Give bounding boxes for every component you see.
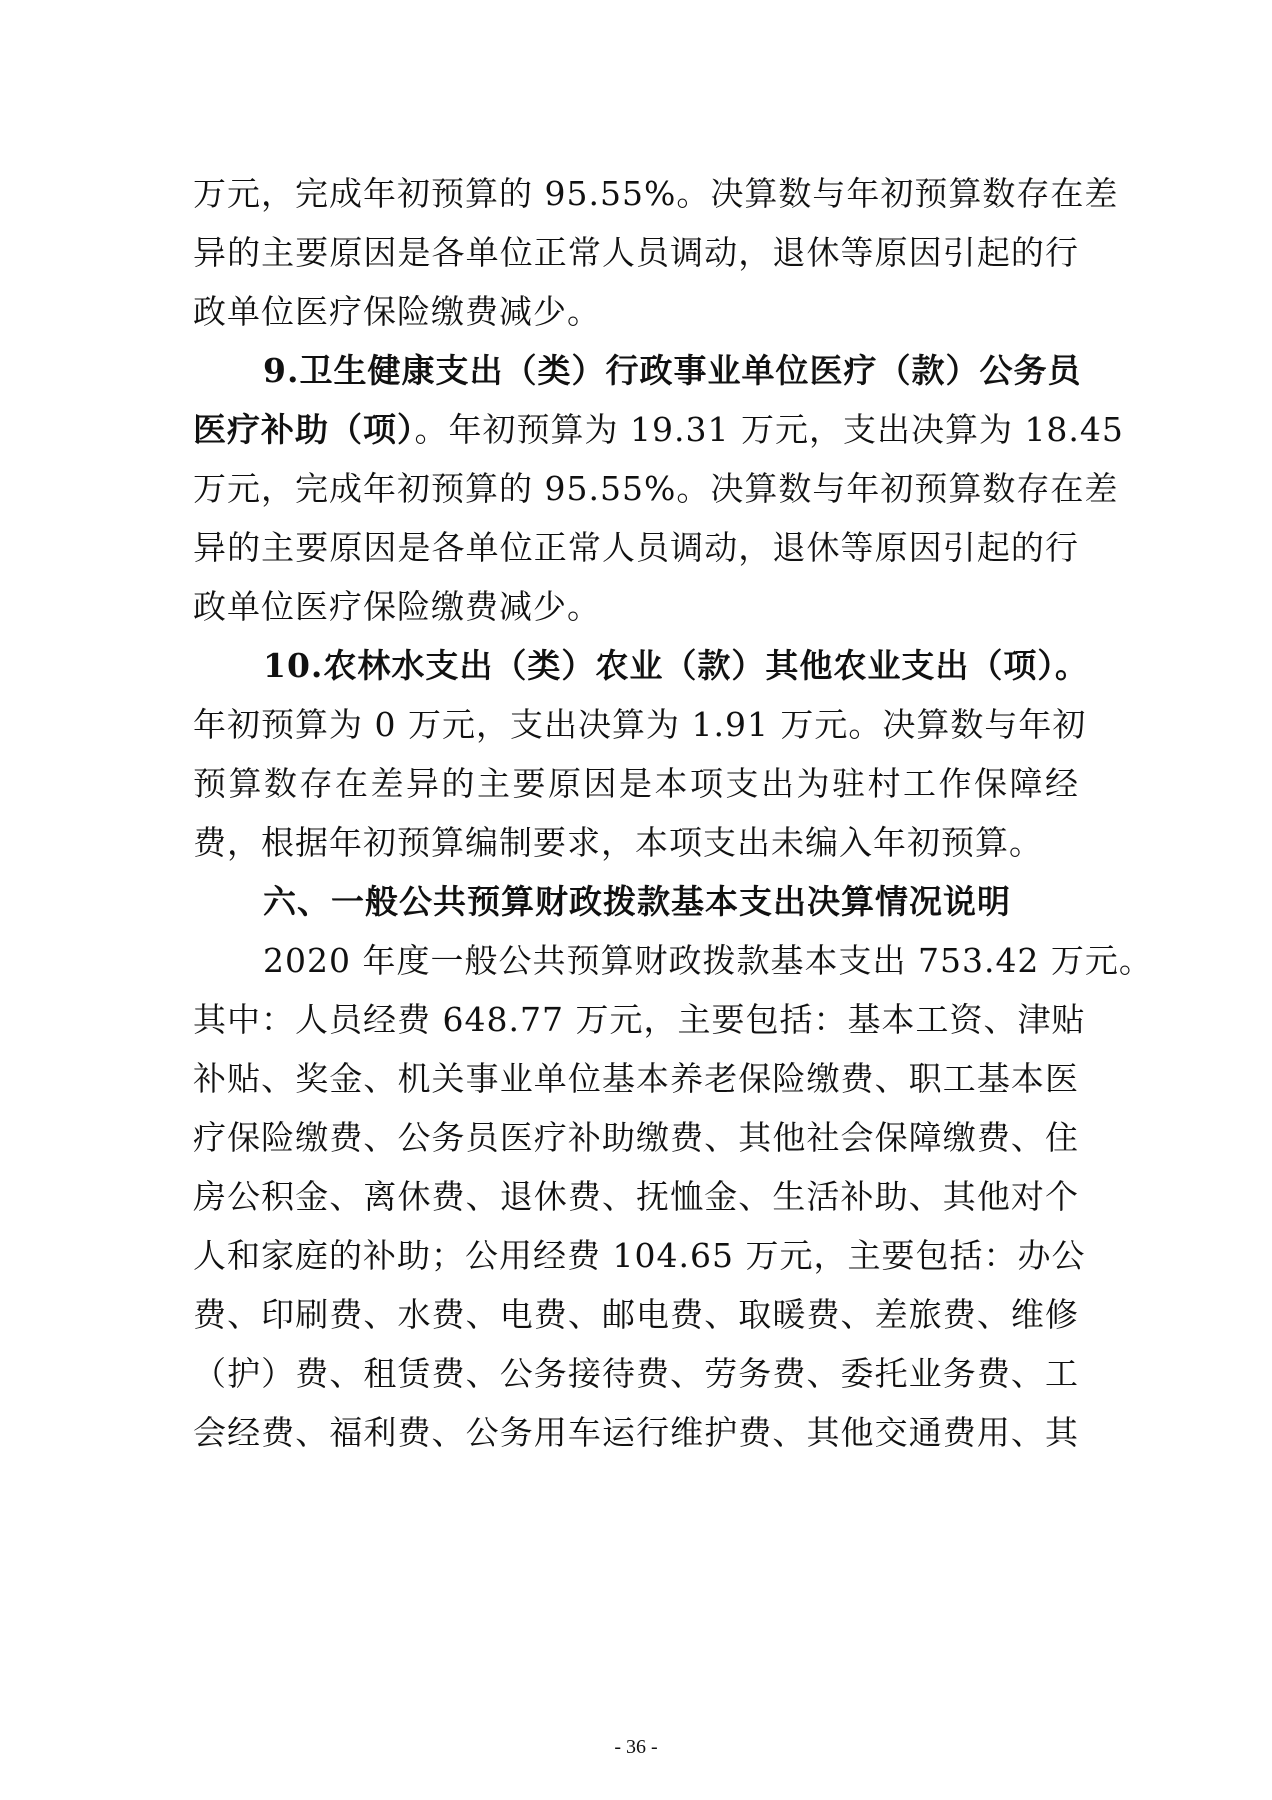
body-line: 万元，完成年初预算的 95.55%。决算数与年初预算数存在差	[193, 469, 1119, 508]
body-line: 万元，完成年初预算的 95.55%。决算数与年初预算数存在差	[193, 174, 1119, 213]
section-heading-10: 10.农林水支出（类）农业（款）其他农业支出（项）。	[263, 646, 1089, 685]
body-line: 2020 年度一般公共预算财政拨款基本支出 753.42 万元。	[263, 941, 1153, 980]
body-line: 预算数存在差异的主要原因是本项支出为驻村工作保障经	[193, 764, 1079, 803]
section-heading-6: 六、一般公共预算财政拨款基本支出决算情况说明	[263, 882, 1011, 921]
body-line: 补贴、奖金、机关事业单位基本养老保险缴费、职工基本医	[193, 1059, 1079, 1098]
body-line: 异的主要原因是各单位正常人员调动，退休等原因引起的行	[193, 233, 1079, 272]
body-line: 政单位医疗保险缴费减少。	[193, 587, 601, 626]
body-line: 疗保险缴费、公务员医疗补助缴费、其他社会保障缴费、住	[193, 1118, 1079, 1157]
page-number: - 36 -	[614, 1736, 658, 1758]
section-heading-9-cont: 医疗补助（项）	[193, 410, 415, 449]
body-line: 年初预算为 0 万元，支出决算为 1.91 万元。决算数与年初	[193, 705, 1087, 744]
body-line: 异的主要原因是各单位正常人员调动，退休等原因引起的行	[193, 528, 1079, 567]
body-text: 。年初预算为 19.31 万元，支出决算为 18.45	[414, 410, 1124, 449]
body-line: （护）费、租赁费、公务接待费、劳务费、委托业务费、工	[193, 1354, 1079, 1393]
body-line: 费、印刷费、水费、电费、邮电费、取暖费、差旅费、维修	[193, 1295, 1079, 1334]
body-line	[193, 410, 1124, 450]
section-heading-9: 9.卫生健康支出（类）行政事业单位医疗（款）公务员	[263, 351, 1082, 390]
body-line: 政单位医疗保险缴费减少。	[193, 292, 601, 331]
body-line: 费，根据年初预算编制要求，本项支出未编入年初预算。	[193, 823, 1043, 862]
body-line: 其中：人员经费 648.77 万元，主要包括：基本工资、津贴	[193, 1000, 1086, 1039]
body-line: 会经费、福利费、公务用车运行维护费、其他交通费用、其	[193, 1413, 1079, 1452]
body-line: 房公积金、离休费、退休费、抚恤金、生活补助、其他对个	[193, 1177, 1079, 1216]
body-line: 人和家庭的补助；公用经费 104.65 万元，主要包括：办公	[193, 1236, 1086, 1275]
